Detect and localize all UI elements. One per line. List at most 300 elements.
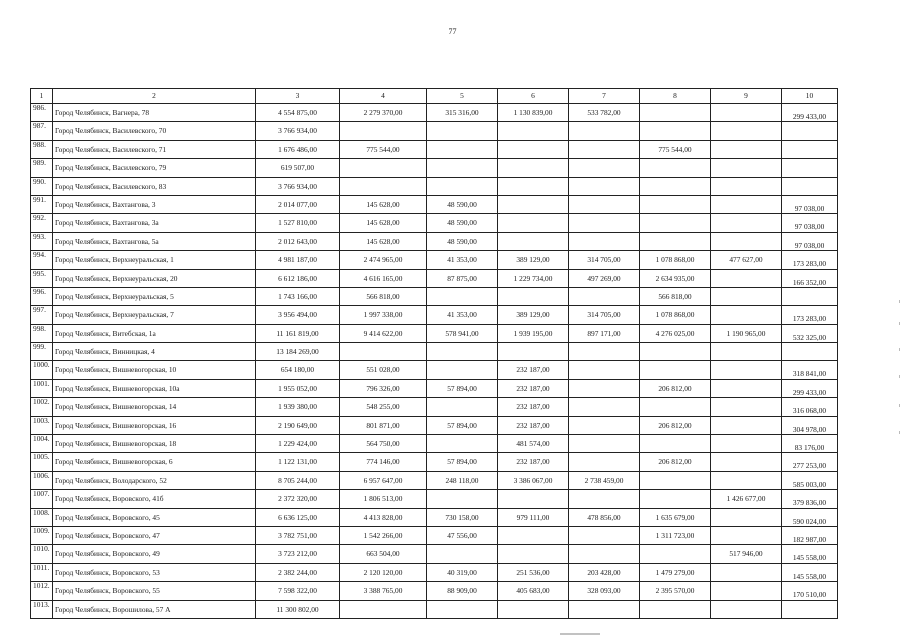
amount-cell: 497 269,00 bbox=[569, 269, 640, 287]
amount-cell bbox=[569, 287, 640, 305]
amount-cell: 248 118,00 bbox=[427, 471, 498, 489]
amount-cell bbox=[340, 159, 427, 177]
amount-cell: 2 190 649,00 bbox=[256, 416, 340, 434]
amount-cell: 145 628,00 bbox=[340, 232, 427, 250]
amount-cell: 585 003,00 bbox=[782, 471, 838, 489]
address-cell: Город Челябинск, Верхнеуральская, 1 bbox=[53, 251, 256, 269]
address-cell: Город Челябинск, Вагнера, 78 bbox=[53, 104, 256, 122]
address-cell: Город Челябинск, Верхнеуральская, 7 bbox=[53, 306, 256, 324]
address-cell: Город Челябинск, Воровского, 47 bbox=[53, 526, 256, 544]
amount-cell: 2 014 077,00 bbox=[256, 195, 340, 213]
address-cell: Город Челябинск, Василевского, 71 bbox=[53, 140, 256, 158]
amount-cell bbox=[427, 600, 498, 618]
amount-cell bbox=[498, 490, 569, 508]
amount-cell bbox=[427, 490, 498, 508]
amount-cell: 206 812,00 bbox=[640, 453, 711, 471]
row-number: 988. bbox=[31, 140, 53, 158]
address-cell: Город Челябинск, Воровского, 49 bbox=[53, 545, 256, 563]
amount-cell bbox=[427, 361, 498, 379]
amount-cell bbox=[711, 435, 782, 453]
amount-cell: 1 190 965,00 bbox=[711, 324, 782, 342]
amount-cell: 173 283,00 bbox=[782, 306, 838, 324]
amount-cell: 57 894,00 bbox=[427, 453, 498, 471]
table-row bbox=[31, 398, 838, 416]
amount-cell bbox=[782, 600, 838, 618]
row-number: 995. bbox=[31, 269, 53, 287]
amount-cell: 1 426 677,00 bbox=[711, 490, 782, 508]
amount-cell bbox=[711, 122, 782, 140]
row-number: 1013. bbox=[31, 600, 53, 618]
table-row bbox=[31, 177, 838, 195]
amount-cell bbox=[711, 416, 782, 434]
amount-cell bbox=[498, 159, 569, 177]
row-number: 998. bbox=[31, 324, 53, 342]
amount-cell: 2 382 244,00 bbox=[256, 563, 340, 581]
amount-cell bbox=[569, 379, 640, 397]
amount-cell: 166 352,00 bbox=[782, 269, 838, 287]
amount-cell bbox=[711, 508, 782, 526]
table-row bbox=[31, 269, 838, 287]
column-number: 6 bbox=[498, 89, 569, 104]
row-number: 1005. bbox=[31, 453, 53, 471]
amount-cell bbox=[569, 398, 640, 416]
row-number: 1009. bbox=[31, 526, 53, 544]
amount-cell: 314 705,00 bbox=[569, 251, 640, 269]
amount-cell: 775 544,00 bbox=[340, 140, 427, 158]
amount-cell: 1 479 279,00 bbox=[640, 563, 711, 581]
amount-cell bbox=[711, 104, 782, 122]
amount-cell: 232 187,00 bbox=[498, 361, 569, 379]
amount-cell: 1 806 513,00 bbox=[340, 490, 427, 508]
amount-cell: 663 504,00 bbox=[340, 545, 427, 563]
amount-cell bbox=[569, 122, 640, 140]
amount-cell bbox=[782, 159, 838, 177]
amount-cell: 1 955 052,00 bbox=[256, 379, 340, 397]
row-number: 1006. bbox=[31, 471, 53, 489]
row-number: 990. bbox=[31, 177, 53, 195]
amount-cell bbox=[782, 140, 838, 158]
amount-cell bbox=[640, 471, 711, 489]
amount-cell bbox=[711, 140, 782, 158]
table-row bbox=[31, 287, 838, 305]
amount-cell: 1 939 380,00 bbox=[256, 398, 340, 416]
address-cell: Город Челябинск, Вахтангова, 5а bbox=[53, 232, 256, 250]
amount-cell: 1 542 266,00 bbox=[340, 526, 427, 544]
amount-cell: 4 276 025,00 bbox=[640, 324, 711, 342]
row-number: 991. bbox=[31, 195, 53, 213]
amount-cell bbox=[427, 122, 498, 140]
amount-cell: 379 836,00 bbox=[782, 490, 838, 508]
amount-cell: 897 171,00 bbox=[569, 324, 640, 342]
table-row bbox=[31, 435, 838, 453]
row-number: 1003. bbox=[31, 416, 53, 434]
amount-cell bbox=[711, 471, 782, 489]
amount-cell: 328 093,00 bbox=[569, 582, 640, 600]
amount-cell: 2 634 935,00 bbox=[640, 269, 711, 287]
amount-cell: 11 300 802,00 bbox=[256, 600, 340, 618]
amount-cell: 206 812,00 bbox=[640, 416, 711, 434]
amount-cell bbox=[640, 214, 711, 232]
address-cell: Город Челябинск, Василевского, 83 bbox=[53, 177, 256, 195]
amount-cell bbox=[782, 177, 838, 195]
amount-cell: 7 598 322,00 bbox=[256, 582, 340, 600]
amount-cell bbox=[640, 177, 711, 195]
amount-cell bbox=[711, 177, 782, 195]
amount-cell: 97 038,00 bbox=[782, 195, 838, 213]
amount-cell: 517 946,00 bbox=[711, 545, 782, 563]
amount-cell: 3 766 934,00 bbox=[256, 177, 340, 195]
amount-cell bbox=[340, 122, 427, 140]
table-row bbox=[31, 453, 838, 471]
column-number: 10 bbox=[782, 89, 838, 104]
amount-cell: 232 187,00 bbox=[498, 453, 569, 471]
amount-cell: 145 628,00 bbox=[340, 195, 427, 213]
amount-cell bbox=[340, 177, 427, 195]
amount-cell bbox=[498, 140, 569, 158]
row-number: 1008. bbox=[31, 508, 53, 526]
amount-cell: 1 130 839,00 bbox=[498, 104, 569, 122]
amount-cell: 1 527 810,00 bbox=[256, 214, 340, 232]
column-number: 3 bbox=[256, 89, 340, 104]
column-number: 8 bbox=[640, 89, 711, 104]
amount-cell bbox=[498, 343, 569, 361]
amount-cell bbox=[711, 287, 782, 305]
amount-cell: 551 028,00 bbox=[340, 361, 427, 379]
amount-cell bbox=[569, 159, 640, 177]
amount-cell bbox=[711, 159, 782, 177]
scan-edge-marks bbox=[899, 300, 901, 440]
amount-cell: 1 078 868,00 bbox=[640, 306, 711, 324]
amount-cell bbox=[498, 600, 569, 618]
amount-cell bbox=[782, 343, 838, 361]
amount-cell bbox=[640, 600, 711, 618]
amount-cell bbox=[711, 343, 782, 361]
amount-cell: 6 957 647,00 bbox=[340, 471, 427, 489]
address-cell: Город Челябинск, Вишневогорская, 18 bbox=[53, 435, 256, 453]
amount-cell: 97 038,00 bbox=[782, 214, 838, 232]
address-cell: Город Челябинск, Воровского, 53 bbox=[53, 563, 256, 581]
row-number: 989. bbox=[31, 159, 53, 177]
amount-cell: 3 386 067,00 bbox=[498, 471, 569, 489]
row-number: 993. bbox=[31, 232, 53, 250]
table-row bbox=[31, 324, 838, 342]
row-number: 1000. bbox=[31, 361, 53, 379]
amount-cell: 1 939 195,00 bbox=[498, 324, 569, 342]
row-number: 1010. bbox=[31, 545, 53, 563]
amount-cell: 145 558,00 bbox=[782, 563, 838, 581]
amount-cell bbox=[498, 232, 569, 250]
amount-cell bbox=[711, 453, 782, 471]
amount-cell: 8 705 244,00 bbox=[256, 471, 340, 489]
amount-cell: 203 428,00 bbox=[569, 563, 640, 581]
amount-cell: 801 871,00 bbox=[340, 416, 427, 434]
amount-cell: 578 941,00 bbox=[427, 324, 498, 342]
table-row bbox=[31, 563, 838, 581]
amount-cell: 2 738 459,00 bbox=[569, 471, 640, 489]
amount-cell bbox=[427, 343, 498, 361]
amount-cell: 4 413 828,00 bbox=[340, 508, 427, 526]
amount-cell bbox=[569, 435, 640, 453]
row-number: 994. bbox=[31, 251, 53, 269]
amount-cell bbox=[569, 545, 640, 563]
amount-cell bbox=[498, 122, 569, 140]
data-table-wrapper bbox=[30, 88, 838, 619]
address-cell: Город Челябинск, Вишневогорская, 10 bbox=[53, 361, 256, 379]
amount-cell bbox=[569, 343, 640, 361]
amount-cell: 41 353,00 bbox=[427, 251, 498, 269]
amount-cell bbox=[498, 177, 569, 195]
row-number: 992. bbox=[31, 214, 53, 232]
scan-artifact bbox=[560, 633, 600, 635]
row-number: 1007. bbox=[31, 490, 53, 508]
amount-cell: 4 554 875,00 bbox=[256, 104, 340, 122]
row-number: 997. bbox=[31, 306, 53, 324]
amount-cell: 477 627,00 bbox=[711, 251, 782, 269]
amount-cell: 3 956 494,00 bbox=[256, 306, 340, 324]
amount-cell: 145 558,00 bbox=[782, 545, 838, 563]
amount-cell: 4 616 165,00 bbox=[340, 269, 427, 287]
row-number: 996. bbox=[31, 287, 53, 305]
table-row bbox=[31, 490, 838, 508]
amount-cell: 564 750,00 bbox=[340, 435, 427, 453]
table-row bbox=[31, 508, 838, 526]
amount-cell: 232 187,00 bbox=[498, 416, 569, 434]
amount-cell bbox=[427, 545, 498, 563]
amount-cell: 40 319,00 bbox=[427, 563, 498, 581]
amount-cell bbox=[711, 361, 782, 379]
amount-cell: 566 818,00 bbox=[640, 287, 711, 305]
amount-cell: 730 158,00 bbox=[427, 508, 498, 526]
amount-cell bbox=[498, 526, 569, 544]
amount-cell: 2 372 320,00 bbox=[256, 490, 340, 508]
amount-cell: 299 433,00 bbox=[782, 104, 838, 122]
amount-cell: 48 590,00 bbox=[427, 232, 498, 250]
amount-cell bbox=[427, 435, 498, 453]
table-row bbox=[31, 306, 838, 324]
amount-cell bbox=[640, 343, 711, 361]
amount-cell bbox=[569, 416, 640, 434]
address-cell: Город Челябинск, Василевского, 70 bbox=[53, 122, 256, 140]
amount-cell bbox=[569, 490, 640, 508]
amount-cell: 4 981 187,00 bbox=[256, 251, 340, 269]
amount-cell: 57 894,00 bbox=[427, 416, 498, 434]
row-number: 987. bbox=[31, 122, 53, 140]
address-cell: Город Челябинск, Верхнеуральская, 5 bbox=[53, 287, 256, 305]
amount-cell: 389 129,00 bbox=[498, 306, 569, 324]
amount-cell bbox=[427, 140, 498, 158]
amount-cell: 2 279 370,00 bbox=[340, 104, 427, 122]
table-row bbox=[31, 140, 838, 158]
address-cell: Город Челябинск, Воровского, 45 bbox=[53, 508, 256, 526]
amount-cell: 1 743 166,00 bbox=[256, 287, 340, 305]
amount-cell bbox=[640, 435, 711, 453]
column-number: 5 bbox=[427, 89, 498, 104]
table-row bbox=[31, 416, 838, 434]
amount-cell bbox=[498, 195, 569, 213]
amount-cell: 774 146,00 bbox=[340, 453, 427, 471]
amount-cell bbox=[711, 269, 782, 287]
amount-cell: 3 388 765,00 bbox=[340, 582, 427, 600]
amount-cell: 1 676 486,00 bbox=[256, 140, 340, 158]
address-cell: Город Челябинск, Верхнеуральская, 20 bbox=[53, 269, 256, 287]
table-row bbox=[31, 471, 838, 489]
amount-cell bbox=[640, 490, 711, 508]
address-cell: Город Челябинск, Воровского, 55 bbox=[53, 582, 256, 600]
row-number: 1002. bbox=[31, 398, 53, 416]
amount-cell bbox=[640, 195, 711, 213]
amount-cell: 47 556,00 bbox=[427, 526, 498, 544]
amount-cell: 566 818,00 bbox=[340, 287, 427, 305]
column-number: 1 bbox=[31, 89, 53, 104]
amount-cell bbox=[640, 232, 711, 250]
amount-cell: 315 316,00 bbox=[427, 104, 498, 122]
address-cell: Город Челябинск, Вишневогорская, 16 bbox=[53, 416, 256, 434]
table-row bbox=[31, 214, 838, 232]
table-row bbox=[31, 361, 838, 379]
address-cell: Город Челябинск, Вишневогорская, 10а bbox=[53, 379, 256, 397]
amount-cell: 145 628,00 bbox=[340, 214, 427, 232]
amount-cell bbox=[498, 545, 569, 563]
amount-cell: 3 766 934,00 bbox=[256, 122, 340, 140]
amount-cell: 2 012 643,00 bbox=[256, 232, 340, 250]
address-cell: Город Челябинск, Вишневогорская, 6 bbox=[53, 453, 256, 471]
amount-cell: 318 841,00 bbox=[782, 361, 838, 379]
table-row bbox=[31, 122, 838, 140]
amount-cell bbox=[498, 214, 569, 232]
amount-cell: 88 909,00 bbox=[427, 582, 498, 600]
amount-cell bbox=[569, 232, 640, 250]
table-row bbox=[31, 545, 838, 563]
amount-cell bbox=[711, 398, 782, 416]
amount-cell: 182 987,00 bbox=[782, 526, 838, 544]
amount-cell: 251 536,00 bbox=[498, 563, 569, 581]
table-row bbox=[31, 343, 838, 361]
amount-cell: 1 229 424,00 bbox=[256, 435, 340, 453]
column-number: 2 bbox=[53, 89, 256, 104]
amount-cell bbox=[340, 343, 427, 361]
address-cell: Город Челябинск, Ворошилова, 57 А bbox=[53, 600, 256, 618]
amount-cell: 316 068,00 bbox=[782, 398, 838, 416]
table-row bbox=[31, 104, 838, 122]
amount-cell bbox=[782, 122, 838, 140]
amount-cell bbox=[569, 177, 640, 195]
amount-cell bbox=[640, 104, 711, 122]
amount-cell: 2 120 120,00 bbox=[340, 563, 427, 581]
amount-cell: 2 395 570,00 bbox=[640, 582, 711, 600]
amount-cell bbox=[498, 287, 569, 305]
amount-cell bbox=[711, 195, 782, 213]
address-cell: Город Челябинск, Воровского, 41б bbox=[53, 490, 256, 508]
amount-cell bbox=[711, 379, 782, 397]
amount-cell bbox=[569, 214, 640, 232]
amount-cell bbox=[569, 361, 640, 379]
amount-cell: 9 414 622,00 bbox=[340, 324, 427, 342]
amount-cell: 1 078 868,00 bbox=[640, 251, 711, 269]
amount-cell bbox=[427, 159, 498, 177]
amount-cell: 405 683,00 bbox=[498, 582, 569, 600]
amount-cell: 619 507,00 bbox=[256, 159, 340, 177]
address-cell: Город Челябинск, Витебская, 1а bbox=[53, 324, 256, 342]
amount-cell bbox=[640, 398, 711, 416]
amount-cell: 13 184 269,00 bbox=[256, 343, 340, 361]
amount-cell: 6 636 125,00 bbox=[256, 508, 340, 526]
amount-cell: 11 161 819,00 bbox=[256, 324, 340, 342]
amount-cell bbox=[711, 582, 782, 600]
amount-cell: 533 782,00 bbox=[569, 104, 640, 122]
table-row bbox=[31, 251, 838, 269]
amount-cell bbox=[711, 214, 782, 232]
address-cell: Город Челябинск, Вишневогорская, 14 bbox=[53, 398, 256, 416]
amount-cell: 48 590,00 bbox=[427, 195, 498, 213]
table-row bbox=[31, 232, 838, 250]
data-table bbox=[30, 88, 838, 619]
row-number: 999. bbox=[31, 343, 53, 361]
amount-cell bbox=[569, 453, 640, 471]
amount-cell bbox=[711, 232, 782, 250]
page-number: 77 bbox=[448, 27, 457, 36]
amount-cell: 532 325,00 bbox=[782, 324, 838, 342]
table-row bbox=[31, 582, 838, 600]
amount-cell bbox=[427, 177, 498, 195]
amount-cell: 3 723 212,00 bbox=[256, 545, 340, 563]
address-cell: Город Челябинск, Вахтангова, 3а bbox=[53, 214, 256, 232]
amount-cell: 48 590,00 bbox=[427, 214, 498, 232]
row-number: 986. bbox=[31, 104, 53, 122]
amount-cell: 299 433,00 bbox=[782, 379, 838, 397]
row-number: 1011. bbox=[31, 563, 53, 581]
column-number-row bbox=[31, 89, 838, 104]
amount-cell: 1 635 679,00 bbox=[640, 508, 711, 526]
amount-cell: 6 612 186,00 bbox=[256, 269, 340, 287]
amount-cell bbox=[640, 361, 711, 379]
amount-cell bbox=[569, 140, 640, 158]
address-cell: Город Челябинск, Володарского, 52 bbox=[53, 471, 256, 489]
amount-cell bbox=[569, 600, 640, 618]
amount-cell bbox=[782, 287, 838, 305]
address-cell: Город Челябинск, Василевского, 79 bbox=[53, 159, 256, 177]
table-body bbox=[31, 104, 838, 619]
amount-cell bbox=[711, 526, 782, 544]
amount-cell: 277 253,00 bbox=[782, 453, 838, 471]
amount-cell: 3 782 751,00 bbox=[256, 526, 340, 544]
row-number: 1012. bbox=[31, 582, 53, 600]
table-row bbox=[31, 159, 838, 177]
address-cell: Город Челябинск, Винницкая, 4 bbox=[53, 343, 256, 361]
amount-cell: 170 510,00 bbox=[782, 582, 838, 600]
row-number: 1004. bbox=[31, 435, 53, 453]
amount-cell bbox=[340, 600, 427, 618]
amount-cell: 1 122 131,00 bbox=[256, 453, 340, 471]
amount-cell: 590 024,00 bbox=[782, 508, 838, 526]
amount-cell: 97 038,00 bbox=[782, 232, 838, 250]
amount-cell bbox=[711, 563, 782, 581]
amount-cell: 775 544,00 bbox=[640, 140, 711, 158]
amount-cell: 478 856,00 bbox=[569, 508, 640, 526]
amount-cell: 481 574,00 bbox=[498, 435, 569, 453]
amount-cell bbox=[640, 122, 711, 140]
table-row bbox=[31, 379, 838, 397]
amount-cell: 87 875,00 bbox=[427, 269, 498, 287]
amount-cell: 1 997 338,00 bbox=[340, 306, 427, 324]
amount-cell: 83 176,00 bbox=[782, 435, 838, 453]
amount-cell bbox=[569, 195, 640, 213]
amount-cell: 2 474 965,00 bbox=[340, 251, 427, 269]
column-number: 4 bbox=[340, 89, 427, 104]
amount-cell: 232 187,00 bbox=[498, 379, 569, 397]
row-number: 1001. bbox=[31, 379, 53, 397]
amount-cell: 796 326,00 bbox=[340, 379, 427, 397]
amount-cell bbox=[640, 159, 711, 177]
